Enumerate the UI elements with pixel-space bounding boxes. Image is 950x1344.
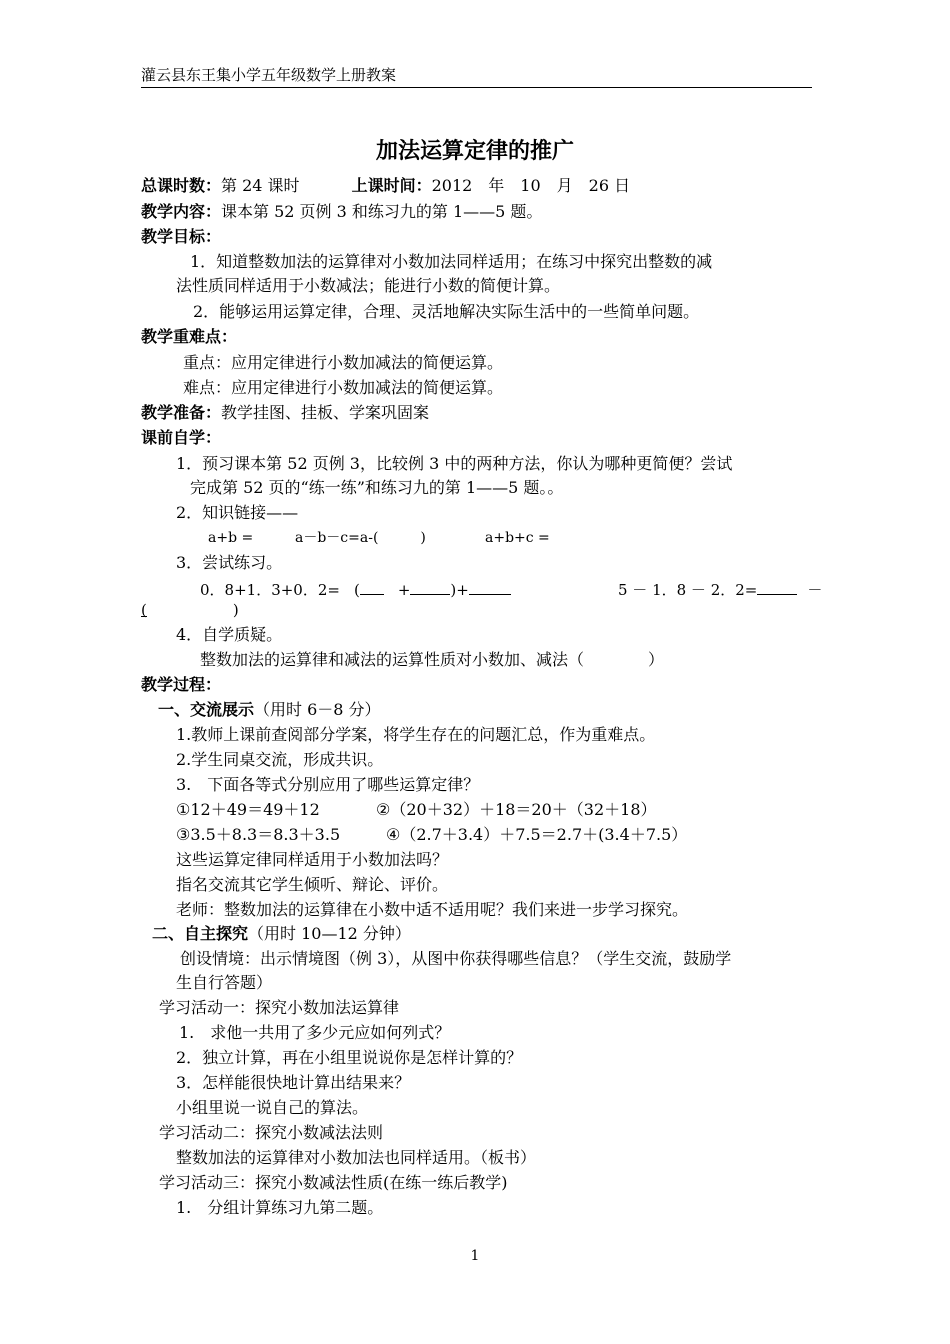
answer-blank[interactable] [757,576,797,595]
teaching-prep-label: 教学准备： [141,403,222,422]
preview-4-question: 整数加法的运算律和减法的运算性质对小数加、减法（ ） [200,650,665,669]
activity-3: 学习活动三：探究小数减法性质(在练一练后教学) [159,1173,508,1192]
section-2-intro-line-1: 创设情境：出示情境图（例 3），从图中你获得哪些信息？（学生交流，鼓励学 [180,949,732,968]
exercise-1-expression: 0．8+1．3+0．2= [200,581,340,599]
section-2-title: 二、自主探究 [152,924,249,943]
activity-1-item-3: 3．怎样能很快地计算出结果来？ [176,1073,411,1092]
formula-1: a+b = [208,530,254,546]
answer-blank[interactable] [410,576,450,595]
activity-1: 学习活动一：探究小数加法运算律 [159,998,400,1017]
section-1-item-3: 3. 下面各等式分别应用了哪些运算定律？ [176,775,480,794]
key-points-label: 教学重难点： [141,327,238,346]
class-time-value: 2012 年 10 月 26 日 [431,176,631,195]
exercise-1 [200,576,511,602]
plus-sign: + [397,581,411,599]
key-difficulty: 难点：应用定律进行小数加减法的简便运算。 [183,378,504,397]
total-lessons-label: 总课时数： [141,176,222,195]
equation-1: ①12＋49＝49＋12 [176,800,320,819]
section-1-item-5: 指名交流其它学生倾听、辩论、评价。 [176,875,449,894]
teaching-content-label: 教学内容： [141,202,222,221]
equation-3: ③3.5＋8.3＝8.3＋3.5 [176,825,341,844]
activity-1-item-4: 小组里说一说自己的算法。 [176,1098,369,1117]
preview-2: 2．知识链接—— [176,503,299,522]
preview-4: 4．自学质疑。 [176,625,283,644]
lesson-info [141,174,630,198]
formula-3: a+b+c = [485,530,550,546]
exercise-2-continued [141,598,239,622]
document-title: 加法运算定律的推广 [375,138,574,164]
teaching-prep [141,401,429,425]
goals-label: 教学目标： [141,227,222,246]
section-1-item-6: 老师：整数加法的运算律在小数中适不适用呢？我们来进一步学习探究。 [176,900,689,919]
paren-open: ( [353,581,360,599]
preview-label: 课前自学： [141,428,222,447]
section-2-intro-line-2: 生自行答题） [176,973,273,992]
activity-3-item-1: 1. 分组计算练习九第二题。 [176,1198,384,1217]
section-1-item-4: 这些运算定律同样适用于小数加法吗？ [176,850,449,869]
section-2-heading [152,922,411,946]
paren-close: ) [232,601,239,619]
answer-blank[interactable] [469,576,511,595]
activity-1-item-1: 1. 求他一共用了多少元应如何列式？ [179,1023,451,1042]
formula-2: a－b－c=a-( ) [295,530,426,546]
process-label: 教学过程： [141,675,222,694]
preview-1-line-1: 1．预习课本第 52 页例 3，比较例 3 中的两种方法，你认为哪种更简便？尝试 [176,454,733,473]
total-lessons-value: 第 24 课时 [221,176,300,195]
teaching-content [141,200,542,224]
section-1-time: （用时 6－8 分） [254,700,381,719]
activity-1-item-2: 2．独立计算，再在小组里说说你是怎样计算的？ [176,1048,523,1067]
equation-2: ②（20＋32）＋18＝20＋（32＋18） [376,800,657,819]
teaching-content-value: 课本第 52 页例 3 和练习九的第 1——5 题。 [221,202,543,221]
page-number: 1 [470,1248,480,1264]
goal-2: 2．能够运用运算定律，合理、灵活地解决实际生活中的一些简单问题。 [193,302,700,321]
exercise-2 [618,576,822,602]
preview-1-line-2: 完成第 52 页的“练一练”和练习九的第 1——5 题。。 [190,478,564,497]
section-1-item-1: 1.教师上课前查阅部分学案，将学生存在的问题汇总，作为重难点。 [176,725,656,744]
teaching-prep-value: 教学挂图、挂板、学案巩固案 [221,403,430,422]
key-focus: 重点：应用定律进行小数加减法的简便运算。 [183,353,504,372]
header-divider [141,87,812,88]
activity-2-item-1: 整数加法的运算律对小数加法也同样适用。（板书） [176,1148,537,1167]
section-1-item-2: 2.学生同桌交流，形成共识。 [176,750,384,769]
paren-open: ( [141,598,147,617]
section-2-time: （用时 10—12 分钟） [248,924,411,943]
minus-sign: － [807,581,823,599]
goal-1-line-2: 法性质同样适用于小数减法；能进行小数的简便计算。 [176,276,561,295]
equation-4: ④（2.7＋3.4）＋7.5＝2.7＋(3.4＋7.5） [386,825,688,844]
activity-2: 学习活动二：探究小数减法法则 [159,1123,384,1142]
class-time-label: 上课时间： [351,176,432,195]
goal-1-line-1: 1．知道整数加法的运算律对小数加法同样适用；在练习中探究出整数的减 [190,252,713,271]
answer-blank[interactable] [360,576,384,595]
page-header: 灌云县东王集小学五年级数学上册教案 [141,66,397,84]
paren-close-plus: )+ [450,581,469,599]
preview-3: 3．尝试练习。 [176,553,283,572]
section-1-title: 一、交流展示 [158,700,255,719]
exercise-2-expression: 5 － 1．8 － 2．2= [618,581,758,599]
section-1-heading [158,698,381,722]
